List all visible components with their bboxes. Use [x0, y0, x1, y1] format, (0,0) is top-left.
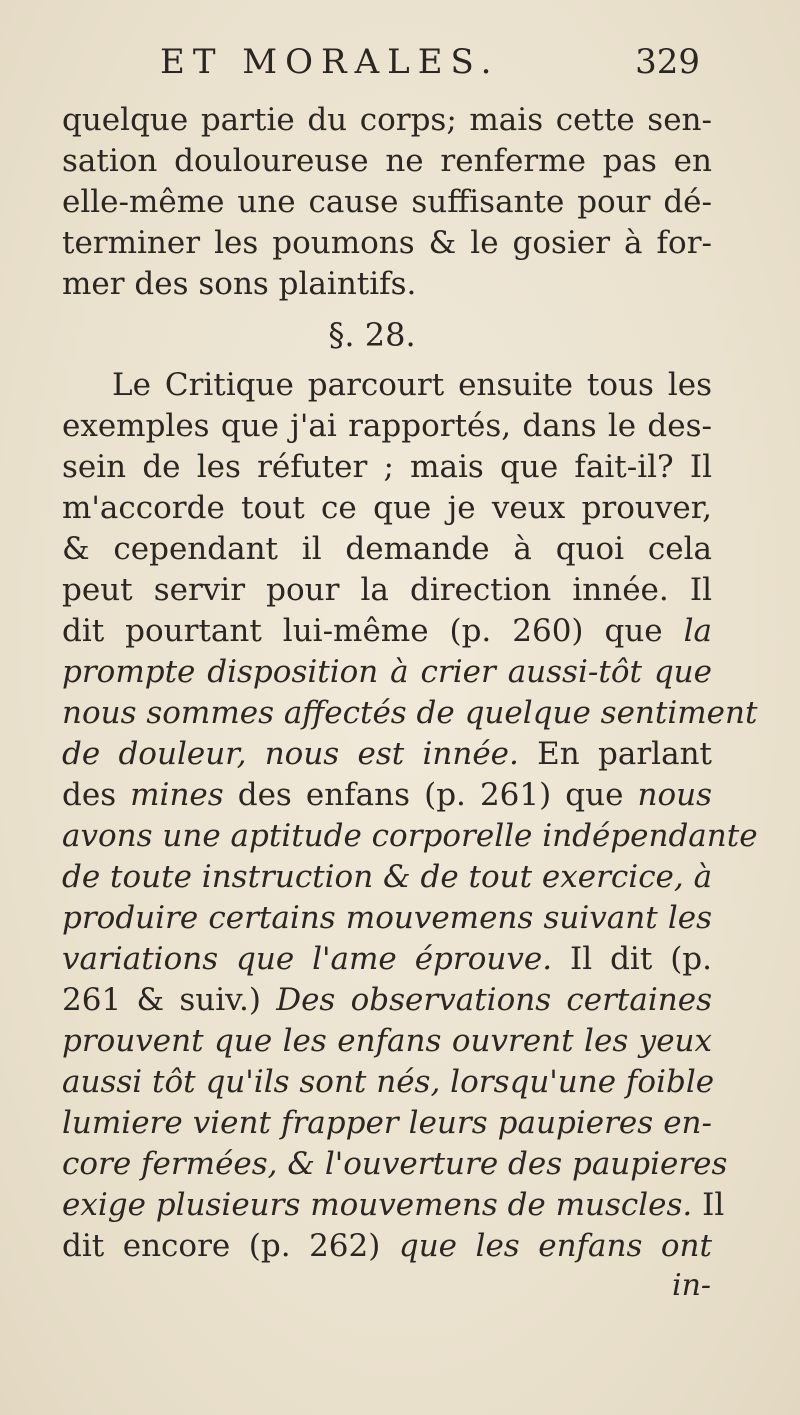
- text-span: dit pourtant lui-même (p. 260) que: [62, 613, 684, 649]
- text-line: [62, 1185, 725, 1226]
- italic-span: variations que l'ame éprouve.: [62, 941, 553, 977]
- italic-span: nous sommes affectés de quelque sentiment: [62, 695, 758, 731]
- italic-span: mines: [130, 777, 224, 813]
- text-line: m'accorde tout ce que je veux prouver,: [62, 490, 712, 526]
- text-line: [62, 734, 712, 775]
- page-number: 329: [635, 42, 700, 82]
- text-line: [62, 1103, 712, 1144]
- section-heading: §. 28.: [328, 316, 416, 354]
- text-span: Il: [692, 1187, 725, 1223]
- italic-span: prompte disposition à crier aussi-tôt que: [62, 654, 712, 690]
- text-line: quelque partie du corps; mais cette sen-: [62, 102, 712, 138]
- text-line: [62, 1144, 728, 1185]
- catchword: in-: [672, 1268, 712, 1303]
- text-line: [62, 1021, 712, 1062]
- text-line: [62, 857, 712, 898]
- italic-span: que les enfans ont: [398, 1228, 712, 1264]
- body-text: [62, 100, 758, 1267]
- text-line: [62, 816, 758, 857]
- italic-span: exige plusieurs mouvemens de muscles.: [62, 1187, 693, 1223]
- text-span: 261 & suiv.): [62, 982, 277, 1018]
- page-header: [140, 40, 700, 90]
- text-line: mer des sons plaintifs.: [62, 266, 417, 302]
- text-line: [62, 611, 712, 652]
- italic-span: Des observations certaines: [276, 982, 712, 1018]
- text-line: peut servir pour la direction innée. Il: [62, 572, 712, 608]
- text-line: [62, 939, 712, 980]
- text-line: [62, 693, 758, 734]
- italic-span: lumiere vient frapper leurs paupieres en-: [62, 1105, 712, 1141]
- italic-span: nous: [637, 777, 712, 813]
- italic-span: de douleur, nous est innée.: [62, 736, 519, 772]
- text-span: Il dit (p.: [552, 941, 712, 977]
- italic-span: produire certains mouvemens suivant les: [62, 900, 712, 936]
- text-span: des: [62, 777, 131, 813]
- text-line: [62, 1062, 715, 1103]
- text-line: Le Critique parcourt ensuite tous les: [112, 367, 712, 403]
- running-title: ET MORALES.: [160, 42, 500, 82]
- italic-span: la: [683, 613, 712, 649]
- text-span: des enfans (p. 261) que: [223, 777, 638, 813]
- text-span: En parlant: [518, 736, 712, 772]
- text-line: elle-même une cause suffisante pour dé-: [62, 184, 712, 220]
- italic-span: prouvent que les enfans ouvrent les yeux: [62, 1023, 712, 1059]
- text-line: [62, 898, 712, 939]
- text-line: [62, 775, 712, 816]
- text-line: terminer les poumons & le gosier à for-: [62, 225, 712, 261]
- text-line: sation douloureuse ne renferme pas en: [62, 143, 712, 179]
- text-line: [62, 980, 712, 1021]
- italic-span: core fermées, & l'ouverture des paupieres: [62, 1146, 728, 1182]
- italic-span: aussi tôt qu'ils sont nés, lorsqu'une foible: [62, 1064, 715, 1100]
- text-line: sein de les réfuter ; mais que fait-il? Il: [62, 449, 712, 485]
- text-line: [62, 652, 712, 693]
- text-line: [62, 1226, 712, 1267]
- text-span: dit encore (p. 262): [62, 1228, 399, 1264]
- italic-span: de toute instruction & de tout exercice, à: [62, 859, 713, 895]
- text-line: exemples que j'ai rapportés, dans le des-: [62, 408, 712, 444]
- italic-span: avons une aptitude corporelle indépendante: [62, 818, 758, 854]
- text-line: & cependant il demande à quoi cela: [62, 531, 712, 567]
